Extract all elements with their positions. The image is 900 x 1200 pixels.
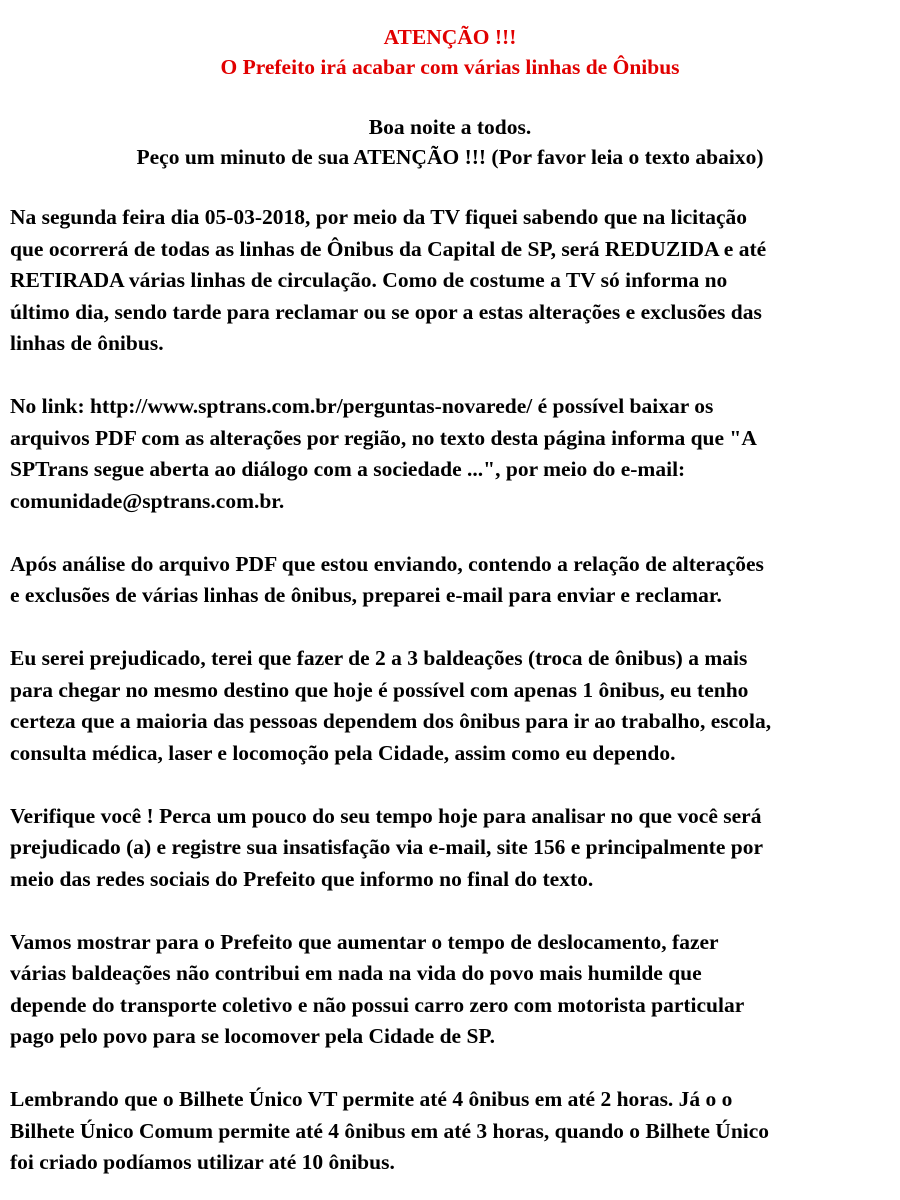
greeting-spacer (10, 172, 890, 202)
paragraph-line: meio das redes sociais do Prefeito que informo no final do texto. (10, 866, 594, 891)
paragraph-line: Após análise do arquivo PDF que estou enviando, contendo a relação de alterações (10, 551, 764, 576)
paragraph-line: foi criado podíamos utilizar até 10 ônibus. (10, 1150, 395, 1174)
paragraph-line: e exclusões de várias linhas de ônibus, preparei e-mail para enviar e reclamar. (10, 583, 722, 607)
subtitle-heading: O Prefeito irá acabar com várias linhas de Ônibus (220, 55, 680, 79)
paragraph-bilhete-unico (10, 1084, 890, 1179)
paragraph-line: para chegar no mesmo destino que hoje é possível com apenas 1 ônibus, eu tenho (10, 677, 749, 702)
attention-request-line: Peço um minuto de sua ATENÇÃO !!! (Por favor leia o texto abaixo) (136, 145, 764, 169)
paragraph-line: No link: http://www.sptrans.com.br/perguntas-novarede/ é possível baixar os (10, 394, 714, 418)
paragraph-pdf-analysis (10, 549, 890, 612)
paragraph-line: último dia, sendo tarde para reclamar ou se opor a estas alterações e exclusões das (10, 299, 762, 324)
paragraph-line: arquivos PDF com as alterações por região, no texto desta página informa que "A (10, 425, 757, 450)
heading-spacer (10, 82, 890, 112)
paragraph-line: pago pelo povo para se locomover pela Cidade de SP. (10, 1024, 495, 1048)
paragraph-line: linhas de ônibus. (10, 331, 164, 355)
greeting-line: Boa noite a todos. (368, 115, 532, 139)
paragraph-line: Vamos mostrar para o Prefeito que aumentar o tempo de deslocamento, fazer (10, 929, 719, 954)
paragraph-line: várias baldeações não contribui em nada na vida do povo mais humilde que (10, 961, 702, 985)
paragraph-line: Lembrando que o Bilhete Único VT permite até 4 ônibus em até 2 horas. Já o o (10, 1087, 733, 1111)
paragraph-line: comunidade@sptrans.com.br. (10, 488, 285, 513)
paragraph-line: consulta médica, laser e locomoção pela Cidade, assim como eu dependo. (10, 740, 676, 765)
paragraph-line: Eu serei prejudicado, terei que fazer de 2 a 3 baldeações (troca de ônibus) a mais (10, 646, 748, 670)
paragraph-link (10, 391, 890, 517)
paragraph-gap (10, 1053, 890, 1085)
paragraph-gap (10, 517, 890, 549)
paragraph-show-mayor (10, 927, 890, 1053)
paragraph-gap (10, 360, 890, 392)
paragraph-impact (10, 643, 890, 769)
paragraph-gap (10, 612, 890, 644)
paragraph-line: Na segunda feira dia 05-03-2018, por meio da TV fiquei sabendo que na licitação (10, 205, 748, 229)
paragraph-line: Bilhete Único Comum permite até 4 ônibus em até 3 horas, quando o Bilhete Único (10, 1118, 770, 1143)
alert-heading: ATENÇÃO !!! (383, 25, 517, 49)
paragraph-call-to-action (10, 801, 890, 896)
paragraph-line: RETIRADA várias linhas de circulação. Como de costume a TV só informa no (10, 268, 728, 292)
paragraph-line: certeza que a maioria das pessoas dependem dos ônibus para ir ao trabalho, escola, (10, 709, 772, 733)
paragraph-line: depende do transporte coletivo e não possui carro zero com motorista particular (10, 992, 745, 1017)
paragraph-line: que ocorrerá de todas as linhas de Ônibus da Capital de SP, será REDUZIDA e até (10, 236, 767, 261)
paragraph-line: Verifique você ! Perca um pouco do seu tempo hoje para analisar no que você será (10, 803, 762, 828)
paragraph-tv-news (10, 202, 890, 360)
paragraph-gap (10, 769, 890, 801)
paragraph-line: SPTrans segue aberta ao diálogo com a sociedade ...", por meio do e-mail: (10, 457, 686, 481)
paragraph-line: prejudicado (a) e registre sua insatisfação via e-mail, site 156 e principalmente por (10, 835, 764, 859)
paragraph-gap (10, 895, 890, 927)
